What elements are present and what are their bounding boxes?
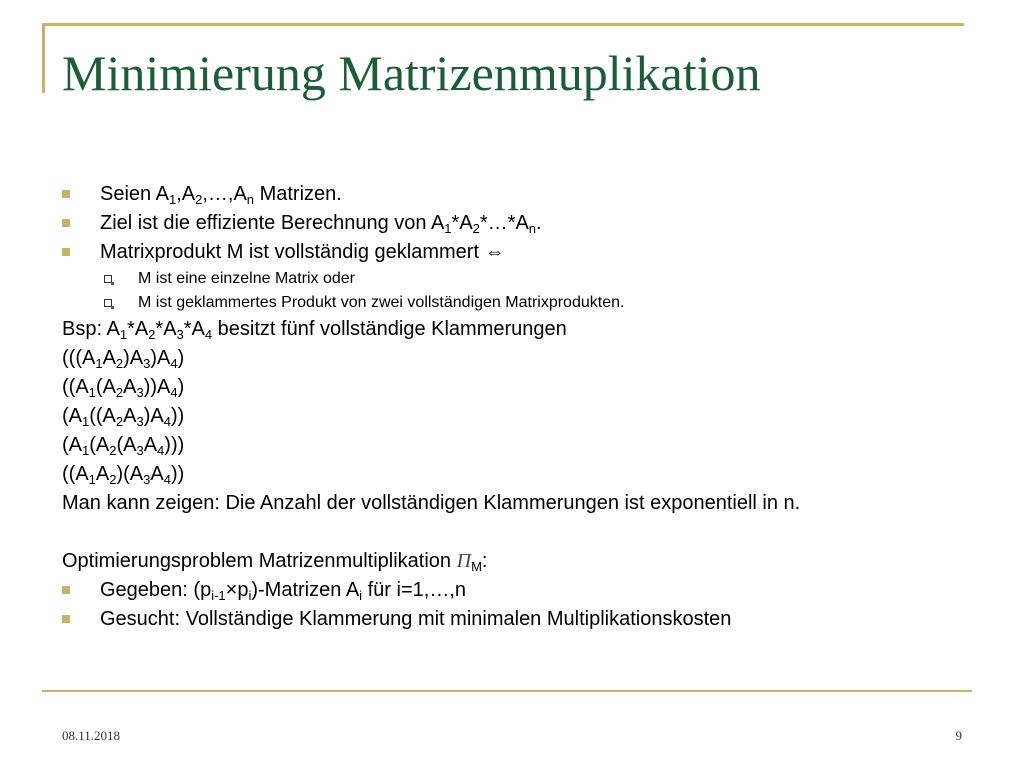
- footer-rule: [42, 690, 972, 692]
- parenthesization-3: $(A_1((A_2A_3)A_4))$: [62, 405, 185, 429]
- slide-content: [62, 180, 982, 634]
- bullet-given: Gegeben: $(p_{i-1}\times p_i)$-Matrizen $A_i$ für i=1,…,n: [62, 576, 982, 605]
- square-bullet-icon: [62, 586, 70, 594]
- parenthesization-4: $(A_1(A_2(A_3A_4)))$: [62, 434, 185, 458]
- sub-bullet-product: M ist geklammertes Produkt von zwei vollständigen Matrixprodukten.: [62, 291, 982, 315]
- bullet-sought: Gesucht: Vollständige Klammerung mit minimalen Multiplikationskosten: [62, 605, 982, 634]
- square-bullet-icon: [62, 190, 70, 198]
- square-bullet-icon: [62, 615, 70, 623]
- square-bullet-icon: [62, 219, 70, 227]
- frame-top-rule: [42, 23, 964, 26]
- parenthesization-1: $(((A_1A_2)A_3)A_4)$: [62, 347, 185, 371]
- parenthesization-5: $((A_1A_2)(A_3A_4))$: [62, 463, 185, 487]
- parenthesization-2: $((A_1(A_2A_3))A_4)$: [62, 376, 185, 400]
- footer-date: 08.11.2018: [62, 728, 121, 743]
- frame-left-rule: [42, 23, 45, 93]
- slide-title: Minimierung Matrizenmuplikation: [62, 45, 761, 101]
- bullet-goal: Ziel ist die effiziente Berechnung von $A_1*A_2*\dots*A_n$.: [62, 209, 982, 238]
- hollow-square-bullet-icon: [104, 299, 112, 307]
- hollow-square-bullet-icon: [104, 275, 112, 283]
- pi-symbol: Π: [456, 550, 472, 572]
- sub-bullet-single-matrix: M ist eine einzelne Matrix oder: [62, 267, 982, 291]
- spacer: [62, 518, 982, 547]
- page-number: 9: [955, 728, 962, 743]
- bullet-definition: Matrixprodukt M ist vollständig geklammert ⇔: [62, 238, 982, 267]
- example-line: Bsp: $A_1*A_2*A_3*A_4$ besitzt fünf vollständige Klammerungen: [62, 318, 567, 342]
- bullet-matrices: Seien $A_1,A_2,\dots,A_n$ Matrizen.: [62, 180, 982, 209]
- optimization-problem-heading: Optimierungsproblem Matrizenmultiplikation $\Pi_M$:: [62, 550, 488, 574]
- square-bullet-icon: [62, 248, 70, 256]
- exponential-statement: Man kann zeigen: Die Anzahl der vollständigen Klammerungen ist exponentiell in n.: [62, 492, 801, 514]
